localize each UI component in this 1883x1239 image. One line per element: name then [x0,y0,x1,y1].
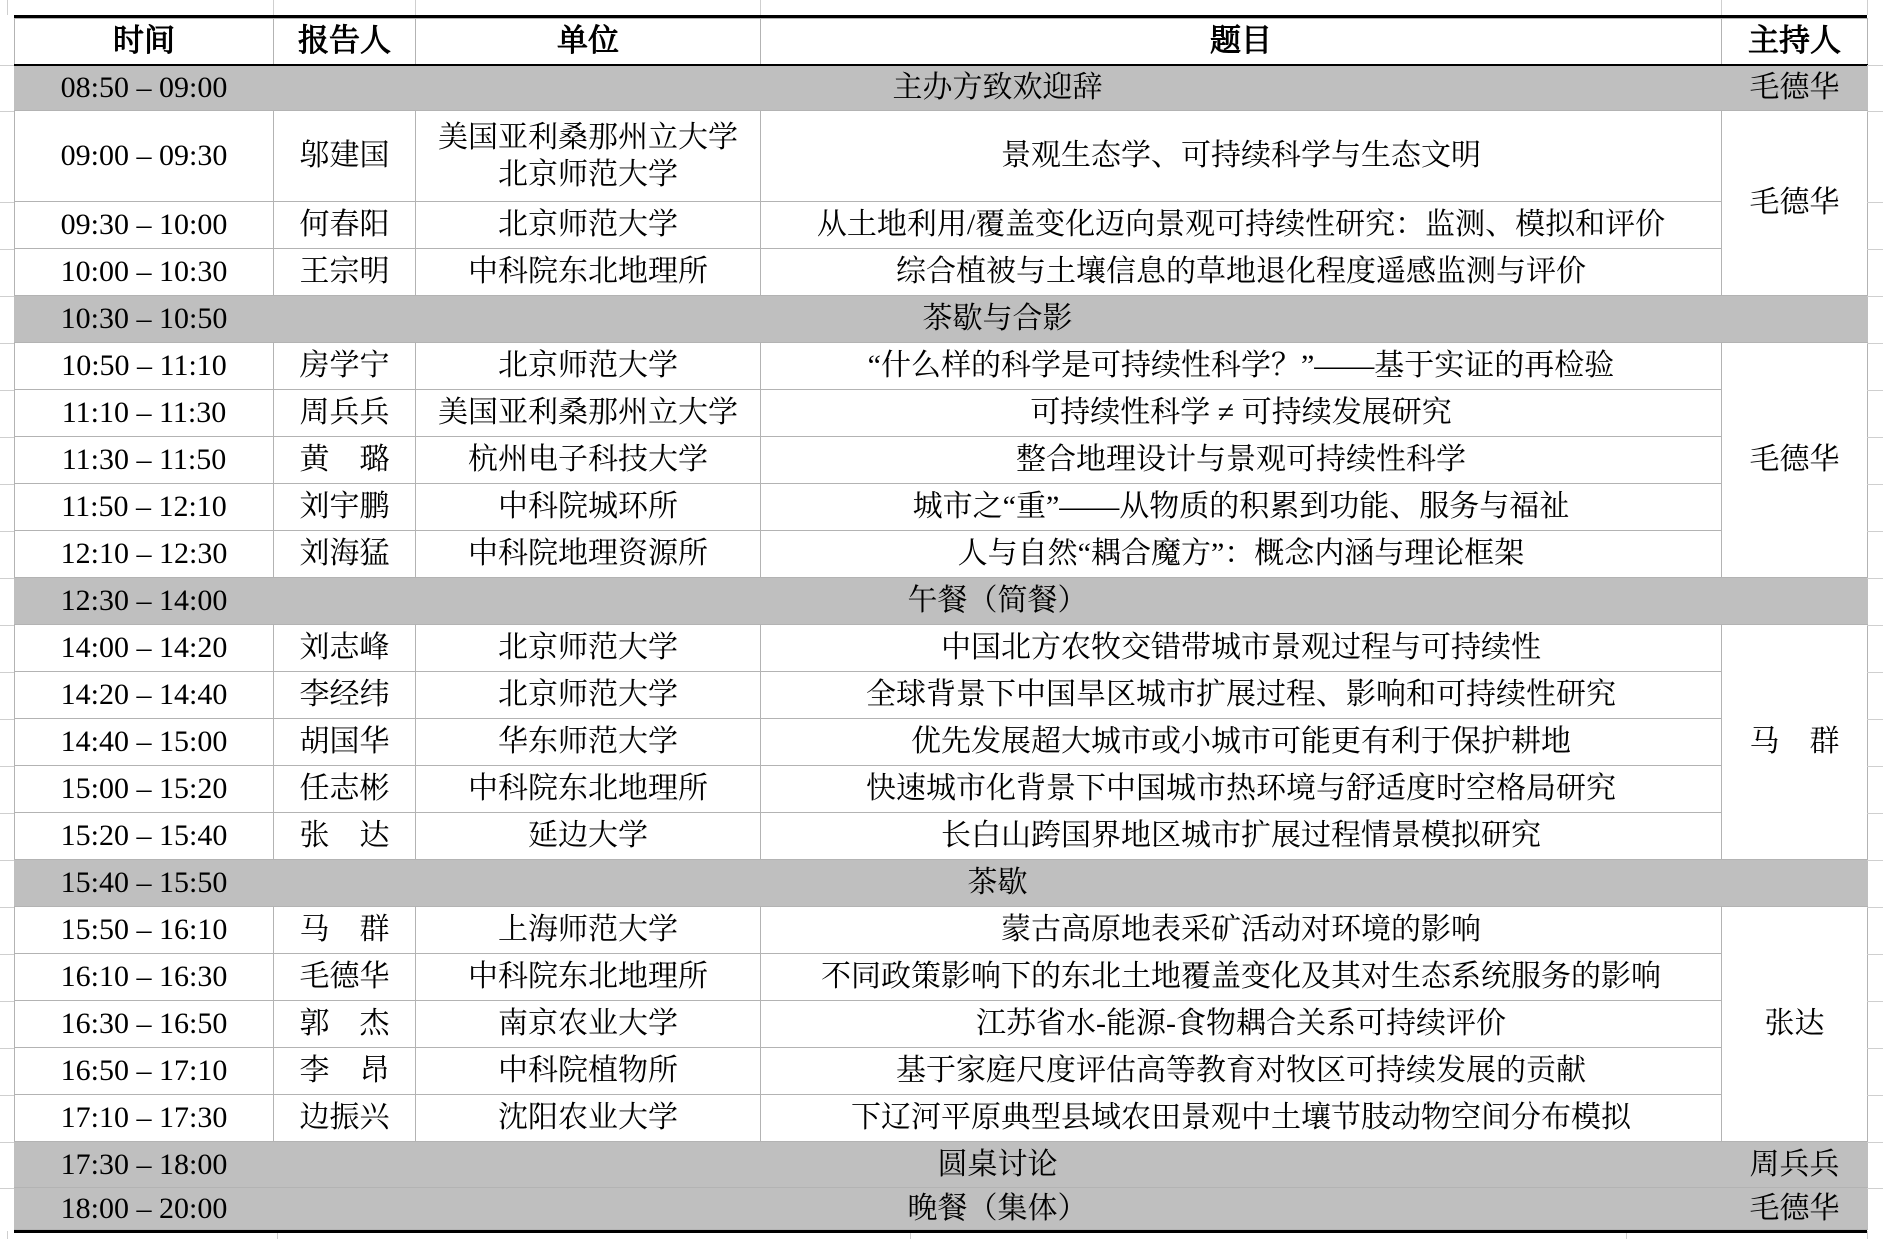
gridline-stub [1867,390,1883,391]
schedule-row [15,484,1868,531]
title-cell: “什么样的科学是可持续性科学？”——基于实证的再检验 [761,343,1722,390]
header-cell-time: 时间 [15,19,274,65]
schedule-row [15,719,1868,766]
title-cell: 人与自然“耦合魔方”：概念内涵与理论框架 [761,531,1722,578]
gridline-stub [1721,0,1722,15]
speaker-cell: 邬建国 [274,111,416,202]
gridline-stub [1867,111,1883,112]
gridline-stub [1867,296,1883,297]
banner-cell: 主办方致欢迎辞 [274,65,1722,111]
gridline-stub [7,0,8,15]
gridline-stub [0,1142,14,1143]
title-cell: 可持续性科学 ≠ 可持续发展研究 [761,390,1722,437]
speaker-cell: 毛德华 [274,954,416,1001]
affiliation-cell: 杭州电子科技大学 [416,437,761,484]
title-cell: 优先发展超大城市或小城市可能更有利于保护耕地 [761,719,1722,766]
gridline-stub [0,672,14,673]
banner-row [15,1142,1868,1188]
schedule-row [15,907,1868,954]
gridline-stub [1867,907,1883,908]
title-cell: 不同政策影响下的东北土地覆盖变化及其对生态系统服务的影响 [761,954,1722,1001]
speaker-cell: 何春阳 [274,202,416,249]
speaker-cell: 黄 璐 [274,437,416,484]
affiliation-cell: 上海师范大学 [416,907,761,954]
gridline-stub [760,0,761,15]
title-cell: 长白山跨国界地区城市扩展过程情景模拟研究 [761,813,1722,860]
gridline-stub [0,65,14,66]
time-cell: 14:20 – 14:40 [15,672,274,719]
time-cell: 11:30 – 11:50 [15,437,274,484]
speaker-cell: 任志彬 [274,766,416,813]
speaker-cell: 刘海猛 [274,531,416,578]
moderator-cell: 张达 [1722,907,1868,1142]
gridline-stub [1867,1095,1883,1096]
gridline-stub [0,296,14,297]
time-cell: 14:40 – 15:00 [15,719,274,766]
title-cell: 全球背景下中国旱区城市扩展过程、影响和可持续性研究 [761,672,1722,719]
time-cell: 12:30 – 14:00 [15,578,274,625]
header-cell-affiliation: 单位 [416,19,761,65]
speaker-cell: 李 昂 [274,1048,416,1095]
time-cell: 09:30 – 10:00 [15,202,274,249]
speaker-cell: 周兵兵 [274,390,416,437]
time-cell: 10:00 – 10:30 [15,249,274,296]
schedule-row [15,813,1868,860]
time-cell: 15:50 – 16:10 [15,907,274,954]
speaker-cell: 郭 杰 [274,1001,416,1048]
moderator-cell: 马 群 [1722,625,1868,860]
gridline-stub [1867,672,1883,673]
moderator-cell: 周兵兵 [1722,1142,1868,1188]
affiliation-cell: 北京师范大学 [416,202,761,249]
speaker-cell: 张 达 [274,813,416,860]
gridline-stub [0,111,14,112]
schedule-row [15,954,1868,1001]
time-cell: 11:50 – 12:10 [15,484,274,531]
time-cell: 16:30 – 16:50 [15,1001,274,1048]
gridline-stub [1867,578,1883,579]
banner-row [15,578,1868,625]
gridline-stub [0,578,14,579]
title-cell: 蒙古高原地表采矿活动对环境的影响 [761,907,1722,954]
gridline-stub [1867,0,1868,15]
affiliation-cell: 美国亚利桑那州立大学 [416,390,761,437]
gridline-stub [0,719,14,720]
schedule-row [15,111,1868,202]
gridline-stub [415,0,416,15]
banner-cell: 晚餐（集体） [274,1188,1722,1230]
title-cell: 综合植被与土壤信息的草地退化程度遥感监测与评价 [761,249,1722,296]
title-cell: 从土地利用/覆盖变化迈向景观可持续性研究：监测、模拟和评价 [761,202,1722,249]
header-cell-speaker: 报告人 [274,19,416,65]
schedule-row [15,672,1868,719]
affiliation-cell: 华东师范大学 [416,719,761,766]
gridline-stub [0,343,14,344]
title-cell: 基于家庭尺度评估高等教育对牧区可持续发展的贡献 [761,1048,1722,1095]
speaker-cell: 房学宁 [274,343,416,390]
time-cell: 10:30 – 10:50 [15,296,274,343]
gridline-stub [1867,719,1883,720]
schedule-row [15,343,1868,390]
schedule-row [15,1001,1868,1048]
gridline-stub [1867,860,1883,861]
time-cell: 10:50 – 11:10 [15,343,274,390]
gridline-stub [0,531,14,532]
speaker-cell: 刘志峰 [274,625,416,672]
time-cell: 15:40 – 15:50 [15,860,274,907]
title-cell: 下辽河平原典型县域农田景观中土壤节肢动物空间分布模拟 [761,1095,1722,1142]
gridline-stub [1867,437,1883,438]
affiliation-cell [416,111,761,202]
title-cell: 整合地理设计与景观可持续性科学 [761,437,1722,484]
gridline-stub [1867,766,1883,767]
moderator-cell [1722,296,1868,343]
time-cell: 15:20 – 15:40 [15,813,274,860]
gridline-stub [1867,1048,1883,1049]
header-cell-moderator: 主持人 [1722,19,1868,65]
gridline-stub [0,1095,14,1096]
title-cell: 景观生态学、可持续科学与生态文明 [761,111,1722,202]
gridline-stub [7,1231,8,1239]
speaker-cell: 马 群 [274,907,416,954]
time-cell: 09:00 – 09:30 [15,111,274,202]
schedule-row [15,531,1868,578]
banner-row [15,65,1868,111]
affiliation-cell: 延边大学 [416,813,761,860]
moderator-cell [1722,860,1868,907]
affiliation-line: 美国亚利桑那州立大学 [438,120,738,154]
affiliation-cell: 南京农业大学 [416,1001,761,1048]
banner-row [15,296,1868,343]
time-cell: 16:10 – 16:30 [15,954,274,1001]
gridline-stub [0,860,14,861]
time-cell: 15:00 – 15:20 [15,766,274,813]
gridline-stub [1867,954,1883,955]
affiliation-cell: 中科院东北地理所 [416,249,761,296]
banner-cell: 圆桌讨论 [274,1142,1722,1188]
schedule-row [15,249,1868,296]
banner-cell: 茶歇 [274,860,1722,907]
schedule-row [15,437,1868,484]
time-cell: 17:30 – 18:00 [15,1142,274,1188]
gridline-stub [1867,202,1883,203]
affiliation-cell: 中科院东北地理所 [416,954,761,1001]
time-cell: 17:10 – 17:30 [15,1095,274,1142]
affiliation-cell: 中科院植物所 [416,1048,761,1095]
speaker-cell: 王宗明 [274,249,416,296]
speaker-cell: 胡国华 [274,719,416,766]
schedule-row [15,1048,1868,1095]
gridline-stub [1867,625,1883,626]
table-wrap [14,15,1867,1233]
gridline-stub [1867,813,1883,814]
gridline-stub [1867,343,1883,344]
moderator-cell: 毛德华 [1722,65,1868,111]
gridline-stub [1867,1001,1883,1002]
time-cell: 08:50 – 09:00 [15,65,274,111]
header-cell-title: 题目 [761,19,1722,65]
gridline-stub [273,0,274,15]
affiliation-cell: 中科院地理资源所 [416,531,761,578]
gridline-stub [0,202,14,203]
gridline-stub [1867,484,1883,485]
gridline-stub [0,437,14,438]
gridline-stub [0,1001,14,1002]
gridline-stub [0,907,14,908]
gridline-stub [1867,1142,1883,1143]
schedule-row [15,202,1868,249]
moderator-cell: 毛德华 [1722,1188,1868,1230]
schedule-row [15,390,1868,437]
banner-row [15,1188,1868,1230]
title-cell: 中国北方农牧交错带城市景观过程与可持续性 [761,625,1722,672]
gridline-stub [1867,249,1883,250]
affiliation-cell: 北京师范大学 [416,625,761,672]
schedule-row [15,625,1868,672]
gridline-stub [0,813,14,814]
schedule-row [15,1095,1868,1142]
affiliation-cell: 中科院东北地理所 [416,766,761,813]
moderator-cell: 毛德华 [1722,343,1868,578]
speaker-cell: 边振兴 [274,1095,416,1142]
gridline-stub [1867,531,1883,532]
affiliation-cell: 沈阳农业大学 [416,1095,761,1142]
conference-schedule-table [14,18,1868,1230]
affiliation-cell: 中科院城环所 [416,484,761,531]
time-cell: 16:50 – 17:10 [15,1048,274,1095]
moderator-cell [1722,578,1868,625]
schedule-row [15,766,1868,813]
gridline-stub [1867,65,1883,66]
gridline-stub [0,766,14,767]
title-cell: 城市之“重”——从物质的积累到功能、服务与福祉 [761,484,1722,531]
gridline-stub [0,625,14,626]
gridline-stub [0,249,14,250]
affiliation-cell: 北京师范大学 [416,343,761,390]
moderator-cell: 毛德华 [1722,111,1868,296]
banner-cell: 茶歇与合影 [274,296,1722,343]
gridline-stub [1867,1188,1883,1189]
title-cell: 江苏省水-能源-食物耦合关系可持续评价 [761,1001,1722,1048]
time-cell: 18:00 – 20:00 [15,1188,274,1230]
speaker-cell: 刘宇鹏 [274,484,416,531]
gridline-stub [0,390,14,391]
gridline-stub [0,484,14,485]
time-cell: 11:10 – 11:30 [15,390,274,437]
title-cell: 快速城市化背景下中国城市热环境与舒适度时空格局研究 [761,766,1722,813]
affiliation-cell: 北京师范大学 [416,672,761,719]
affiliation-line: 北京师范大学 [498,158,678,191]
banner-cell: 午餐（简餐） [274,578,1722,625]
gridline-stub [1867,1231,1868,1239]
time-cell: 14:00 – 14:20 [15,625,274,672]
header-row [15,19,1868,65]
gridline-stub [0,954,14,955]
time-cell: 12:10 – 12:30 [15,531,274,578]
gridline-stub [0,1048,14,1049]
speaker-cell: 李经纬 [274,672,416,719]
banner-row [15,860,1868,907]
gridline-stub [0,1188,14,1189]
